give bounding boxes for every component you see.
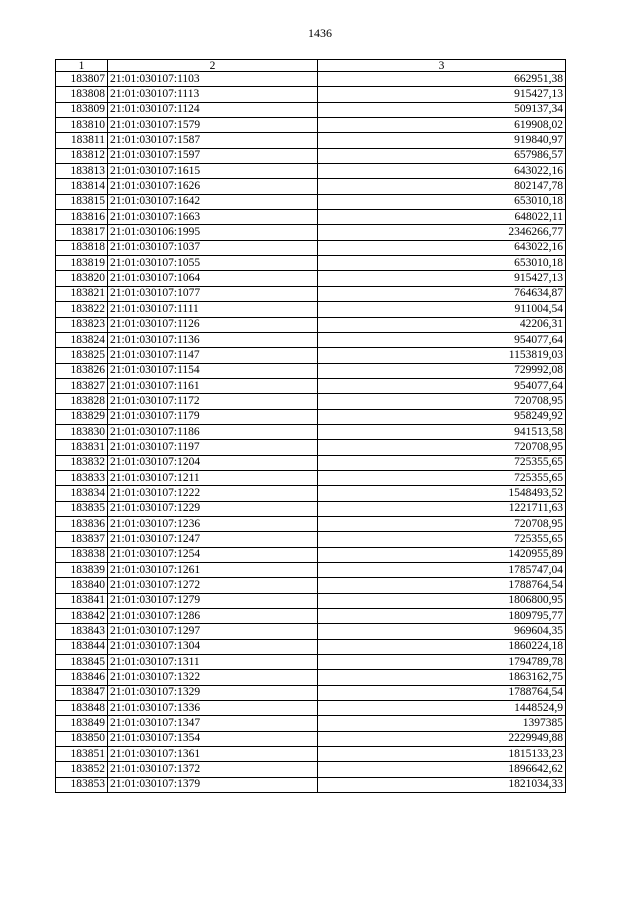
value-cell: 1785747,04 bbox=[318, 563, 566, 578]
cadastral-number-cell: 21:01:030107:1579 bbox=[108, 118, 318, 133]
row-number-cell: 183817 bbox=[56, 225, 108, 240]
row-number-cell: 183822 bbox=[56, 302, 108, 317]
value-cell: 1397385 bbox=[318, 716, 566, 731]
row-number-cell: 183820 bbox=[56, 271, 108, 286]
cadastral-number-cell: 21:01:030107:1261 bbox=[108, 563, 318, 578]
table-row bbox=[56, 501, 566, 516]
table-row bbox=[56, 302, 566, 317]
row-number-cell: 183848 bbox=[56, 701, 108, 716]
row-number-cell: 183847 bbox=[56, 685, 108, 700]
cadastral-number-cell: 21:01:030107:1186 bbox=[108, 424, 318, 439]
value-cell: 2346266,77 bbox=[318, 225, 566, 240]
table-row bbox=[56, 455, 566, 470]
column-header-number: 1 bbox=[56, 60, 108, 72]
cadastral-number-cell: 21:01:030107:1297 bbox=[108, 624, 318, 639]
value-cell: 1821034,33 bbox=[318, 777, 566, 792]
row-number-cell: 183837 bbox=[56, 532, 108, 547]
table-row bbox=[56, 378, 566, 393]
table-row bbox=[56, 256, 566, 271]
row-number-cell: 183840 bbox=[56, 578, 108, 593]
cadastral-number-cell: 21:01:030107:1642 bbox=[108, 194, 318, 209]
table-row bbox=[56, 670, 566, 685]
cadastral-number-cell: 21:01:030107:1161 bbox=[108, 378, 318, 393]
cadastral-number-cell: 21:01:030107:1222 bbox=[108, 486, 318, 501]
cadastral-number-cell: 21:01:030107:1154 bbox=[108, 363, 318, 378]
table-row bbox=[56, 133, 566, 148]
value-cell: 1863162,75 bbox=[318, 670, 566, 685]
value-cell: 1809795,77 bbox=[318, 609, 566, 624]
row-number-cell: 183850 bbox=[56, 731, 108, 746]
table-row bbox=[56, 747, 566, 762]
column-header-cadastral: 2 bbox=[108, 60, 318, 72]
cadastral-number-cell: 21:01:030107:1247 bbox=[108, 532, 318, 547]
value-cell: 1896642,62 bbox=[318, 762, 566, 777]
row-number-cell: 183821 bbox=[56, 286, 108, 301]
cadastral-number-cell: 21:01:030107:1372 bbox=[108, 762, 318, 777]
column-header-value: 3 bbox=[318, 60, 566, 72]
row-number-cell: 183809 bbox=[56, 102, 108, 117]
table-row bbox=[56, 240, 566, 255]
cadastral-number-cell: 21:01:030107:1179 bbox=[108, 409, 318, 424]
cadastral-number-cell: 21:01:030107:1229 bbox=[108, 501, 318, 516]
table-row bbox=[56, 563, 566, 578]
row-number-cell: 183828 bbox=[56, 394, 108, 409]
row-number-cell: 183834 bbox=[56, 486, 108, 501]
row-number-cell: 183826 bbox=[56, 363, 108, 378]
table-row bbox=[56, 701, 566, 716]
cadastral-number-cell: 21:01:030107:1615 bbox=[108, 164, 318, 179]
value-cell: 1448524,9 bbox=[318, 701, 566, 716]
row-number-cell: 183852 bbox=[56, 762, 108, 777]
row-number-cell: 183824 bbox=[56, 332, 108, 347]
table-row bbox=[56, 578, 566, 593]
table-row bbox=[56, 286, 566, 301]
value-cell: 941513,58 bbox=[318, 424, 566, 439]
table-row bbox=[56, 179, 566, 194]
table-header bbox=[56, 60, 566, 72]
cadastral-number-cell: 21:01:030107:1037 bbox=[108, 240, 318, 255]
row-number-cell: 183845 bbox=[56, 655, 108, 670]
value-cell: 958249,92 bbox=[318, 409, 566, 424]
value-cell: 802147,78 bbox=[318, 179, 566, 194]
value-cell: 1420955,89 bbox=[318, 547, 566, 562]
value-cell: 1221711,63 bbox=[318, 501, 566, 516]
cadastral-number-cell: 21:01:030107:1587 bbox=[108, 133, 318, 148]
row-number-cell: 183833 bbox=[56, 470, 108, 485]
value-cell: 657986,57 bbox=[318, 148, 566, 163]
table-row bbox=[56, 210, 566, 225]
value-cell: 720708,95 bbox=[318, 516, 566, 531]
table-row bbox=[56, 87, 566, 102]
table-row bbox=[56, 102, 566, 117]
row-number-cell: 183829 bbox=[56, 409, 108, 424]
table-row bbox=[56, 731, 566, 746]
header-row bbox=[56, 60, 566, 72]
value-cell: 725355,65 bbox=[318, 532, 566, 547]
row-number-cell: 183819 bbox=[56, 256, 108, 271]
table-row bbox=[56, 118, 566, 133]
table-body bbox=[56, 72, 566, 793]
value-cell: 725355,65 bbox=[318, 470, 566, 485]
value-cell: 662951,38 bbox=[318, 72, 566, 87]
row-number-cell: 183836 bbox=[56, 516, 108, 531]
cadastral-number-cell: 21:01:030106:1995 bbox=[108, 225, 318, 240]
cadastral-number-cell: 21:01:030107:1211 bbox=[108, 470, 318, 485]
cadastral-number-cell: 21:01:030107:1329 bbox=[108, 685, 318, 700]
cadastral-number-cell: 21:01:030107:1354 bbox=[108, 731, 318, 746]
cadastral-number-cell: 21:01:030107:1311 bbox=[108, 655, 318, 670]
table-row bbox=[56, 547, 566, 562]
value-cell: 725355,65 bbox=[318, 455, 566, 470]
row-number-cell: 183846 bbox=[56, 670, 108, 685]
row-number-cell: 183835 bbox=[56, 501, 108, 516]
row-number-cell: 183838 bbox=[56, 547, 108, 562]
value-cell: 915427,13 bbox=[318, 87, 566, 102]
row-number-cell: 183844 bbox=[56, 639, 108, 654]
row-number-cell: 183812 bbox=[56, 148, 108, 163]
value-cell: 720708,95 bbox=[318, 394, 566, 409]
table-row bbox=[56, 777, 566, 792]
cadastral-number-cell: 21:01:030107:1103 bbox=[108, 72, 318, 87]
row-number-cell: 183816 bbox=[56, 210, 108, 225]
table-row bbox=[56, 532, 566, 547]
value-cell: 1153819,03 bbox=[318, 348, 566, 363]
row-number-cell: 183830 bbox=[56, 424, 108, 439]
cadastral-number-cell: 21:01:030107:1236 bbox=[108, 516, 318, 531]
table-row bbox=[56, 440, 566, 455]
value-cell: 919840,97 bbox=[318, 133, 566, 148]
value-cell: 643022,16 bbox=[318, 240, 566, 255]
table-row bbox=[56, 424, 566, 439]
row-number-cell: 183842 bbox=[56, 609, 108, 624]
row-number-cell: 183849 bbox=[56, 716, 108, 731]
cadastral-number-cell: 21:01:030107:1136 bbox=[108, 332, 318, 347]
value-cell: 509137,34 bbox=[318, 102, 566, 117]
row-number-cell: 183808 bbox=[56, 87, 108, 102]
table-row bbox=[56, 332, 566, 347]
cadastral-number-cell: 21:01:030107:1279 bbox=[108, 593, 318, 608]
row-number-cell: 183818 bbox=[56, 240, 108, 255]
table-row bbox=[56, 348, 566, 363]
table-row bbox=[56, 194, 566, 209]
cadastral-number-cell: 21:01:030107:1197 bbox=[108, 440, 318, 455]
value-cell: 619908,02 bbox=[318, 118, 566, 133]
table-row bbox=[56, 593, 566, 608]
row-number-cell: 183810 bbox=[56, 118, 108, 133]
value-cell: 915427,13 bbox=[318, 271, 566, 286]
value-cell: 720708,95 bbox=[318, 440, 566, 455]
value-cell: 648022,11 bbox=[318, 210, 566, 225]
table-row bbox=[56, 609, 566, 624]
registry-table bbox=[55, 59, 566, 793]
value-cell: 1788764,54 bbox=[318, 578, 566, 593]
table-row bbox=[56, 317, 566, 332]
cadastral-number-cell: 21:01:030107:1172 bbox=[108, 394, 318, 409]
value-cell: 911004,54 bbox=[318, 302, 566, 317]
cadastral-number-cell: 21:01:030107:1361 bbox=[108, 747, 318, 762]
cadastral-number-cell: 21:01:030107:1347 bbox=[108, 716, 318, 731]
cadastral-number-cell: 21:01:030107:1626 bbox=[108, 179, 318, 194]
value-cell: 42206,31 bbox=[318, 317, 566, 332]
row-number-cell: 183811 bbox=[56, 133, 108, 148]
value-cell: 954077,64 bbox=[318, 332, 566, 347]
table-row bbox=[56, 762, 566, 777]
table-row bbox=[56, 409, 566, 424]
table-row bbox=[56, 639, 566, 654]
row-number-cell: 183851 bbox=[56, 747, 108, 762]
value-cell: 729992,08 bbox=[318, 363, 566, 378]
row-number-cell: 183807 bbox=[56, 72, 108, 87]
cadastral-number-cell: 21:01:030107:1272 bbox=[108, 578, 318, 593]
table-row bbox=[56, 470, 566, 485]
table-row bbox=[56, 486, 566, 501]
table-row bbox=[56, 516, 566, 531]
cadastral-number-cell: 21:01:030107:1077 bbox=[108, 286, 318, 301]
table-row bbox=[56, 148, 566, 163]
table-row bbox=[56, 685, 566, 700]
value-cell: 969604,35 bbox=[318, 624, 566, 639]
table-row bbox=[56, 72, 566, 87]
value-cell: 1806800,95 bbox=[318, 593, 566, 608]
page-number: 1436 bbox=[308, 26, 332, 40]
value-cell: 643022,16 bbox=[318, 164, 566, 179]
cadastral-number-cell: 21:01:030107:1336 bbox=[108, 701, 318, 716]
row-number-cell: 183832 bbox=[56, 455, 108, 470]
cadastral-number-cell: 21:01:030107:1204 bbox=[108, 455, 318, 470]
value-cell: 653010,18 bbox=[318, 194, 566, 209]
value-cell: 2229949,88 bbox=[318, 731, 566, 746]
row-number-cell: 183825 bbox=[56, 348, 108, 363]
value-cell: 954077,64 bbox=[318, 378, 566, 393]
value-cell: 764634,87 bbox=[318, 286, 566, 301]
value-cell: 1794789,78 bbox=[318, 655, 566, 670]
row-number-cell: 183831 bbox=[56, 440, 108, 455]
value-cell: 653010,18 bbox=[318, 256, 566, 271]
table-row bbox=[56, 716, 566, 731]
cadastral-number-cell: 21:01:030107:1064 bbox=[108, 271, 318, 286]
cadastral-number-cell: 21:01:030107:1147 bbox=[108, 348, 318, 363]
cadastral-number-cell: 21:01:030107:1304 bbox=[108, 639, 318, 654]
cadastral-number-cell: 21:01:030107:1597 bbox=[108, 148, 318, 163]
value-cell: 1548493,52 bbox=[318, 486, 566, 501]
value-cell: 1860224,18 bbox=[318, 639, 566, 654]
row-number-cell: 183815 bbox=[56, 194, 108, 209]
cadastral-number-cell: 21:01:030107:1113 bbox=[108, 87, 318, 102]
cadastral-number-cell: 21:01:030107:1663 bbox=[108, 210, 318, 225]
row-number-cell: 183853 bbox=[56, 777, 108, 792]
row-number-cell: 183843 bbox=[56, 624, 108, 639]
row-number-cell: 183827 bbox=[56, 378, 108, 393]
table-row bbox=[56, 164, 566, 179]
cadastral-number-cell: 21:01:030107:1111 bbox=[108, 302, 318, 317]
cadastral-number-cell: 21:01:030107:1124 bbox=[108, 102, 318, 117]
cadastral-number-cell: 21:01:030107:1254 bbox=[108, 547, 318, 562]
table-row bbox=[56, 271, 566, 286]
cadastral-number-cell: 21:01:030107:1286 bbox=[108, 609, 318, 624]
table-row bbox=[56, 655, 566, 670]
cadastral-number-cell: 21:01:030107:1126 bbox=[108, 317, 318, 332]
table-row bbox=[56, 363, 566, 378]
table-row bbox=[56, 394, 566, 409]
value-cell: 1788764,54 bbox=[318, 685, 566, 700]
row-number-cell: 183814 bbox=[56, 179, 108, 194]
value-cell: 1815133,23 bbox=[318, 747, 566, 762]
cadastral-number-cell: 21:01:030107:1055 bbox=[108, 256, 318, 271]
cadastral-number-cell: 21:01:030107:1322 bbox=[108, 670, 318, 685]
cadastral-number-cell: 21:01:030107:1379 bbox=[108, 777, 318, 792]
row-number-cell: 183841 bbox=[56, 593, 108, 608]
row-number-cell: 183823 bbox=[56, 317, 108, 332]
row-number-cell: 183813 bbox=[56, 164, 108, 179]
table-row bbox=[56, 225, 566, 240]
table-row bbox=[56, 624, 566, 639]
row-number-cell: 183839 bbox=[56, 563, 108, 578]
